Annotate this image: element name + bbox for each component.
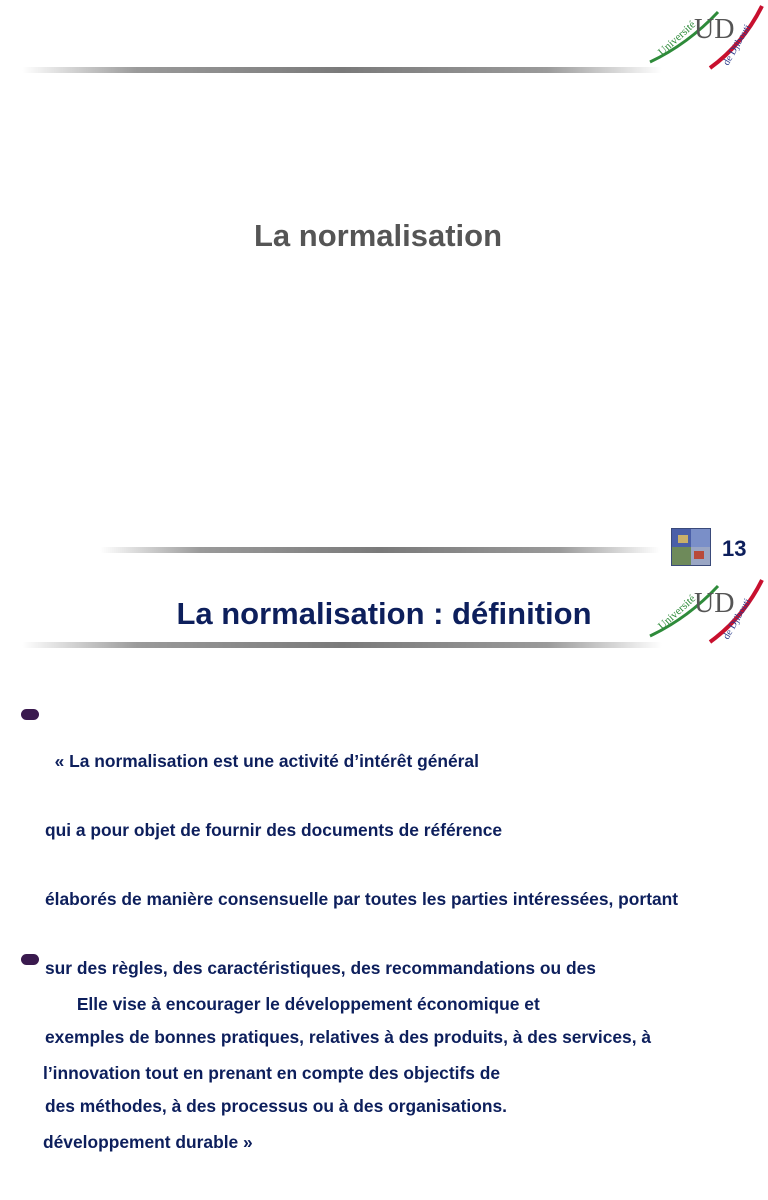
slide-title: La normalisation: [253, 218, 503, 253]
logo-text-right: de Djibouti: [721, 22, 754, 68]
university-logo: [648, 578, 766, 646]
logo-monogram: UD: [694, 14, 735, 45]
goal-paragraph: [43, 947, 540, 1200]
logo-text-right: de Djibouti: [721, 596, 754, 642]
paragraph-line: sur des règles, des caractéristiques, des recommandations ou des: [45, 958, 596, 978]
logo-text-left: Université: [655, 18, 699, 59]
paragraph-line: élaborés de manière consensuelle par toutes les parties intéressées, portant: [45, 889, 679, 909]
bullet-marker: [21, 709, 39, 720]
paragraph-line: exemples de bonnes pratiques, relatives à des produits, à des services, à: [45, 1027, 652, 1047]
bullet-marker: [21, 954, 39, 965]
thumbnail-image: [671, 528, 711, 566]
paragraph-line: qui a pour objet de fournir des documents de référence: [45, 820, 503, 840]
paragraph-line: développement durable »: [43, 1132, 253, 1152]
slide-2: [0, 520, 768, 1152]
header-divider: [22, 642, 662, 648]
paragraph-line: Elle vise à encourager le développement économique et: [43, 994, 540, 1014]
logo-text-left: Université: [655, 592, 699, 633]
paragraph-line: l’innovation tout en prenant en compte des objectifs de: [43, 1063, 501, 1083]
header-divider: [22, 67, 662, 73]
slide-title: La normalisation : définition: [176, 596, 592, 631]
top-divider: [100, 547, 660, 553]
page-number: 13: [722, 536, 747, 561]
paragraph-line: « La normalisation est une activité d’intérêt général: [45, 751, 479, 771]
university-logo: [648, 4, 766, 72]
paragraph-line: des méthodes, à des processus ou à des organisations.: [45, 1096, 507, 1116]
logo-monogram: UD: [694, 588, 735, 619]
slide-1: [0, 0, 768, 520]
